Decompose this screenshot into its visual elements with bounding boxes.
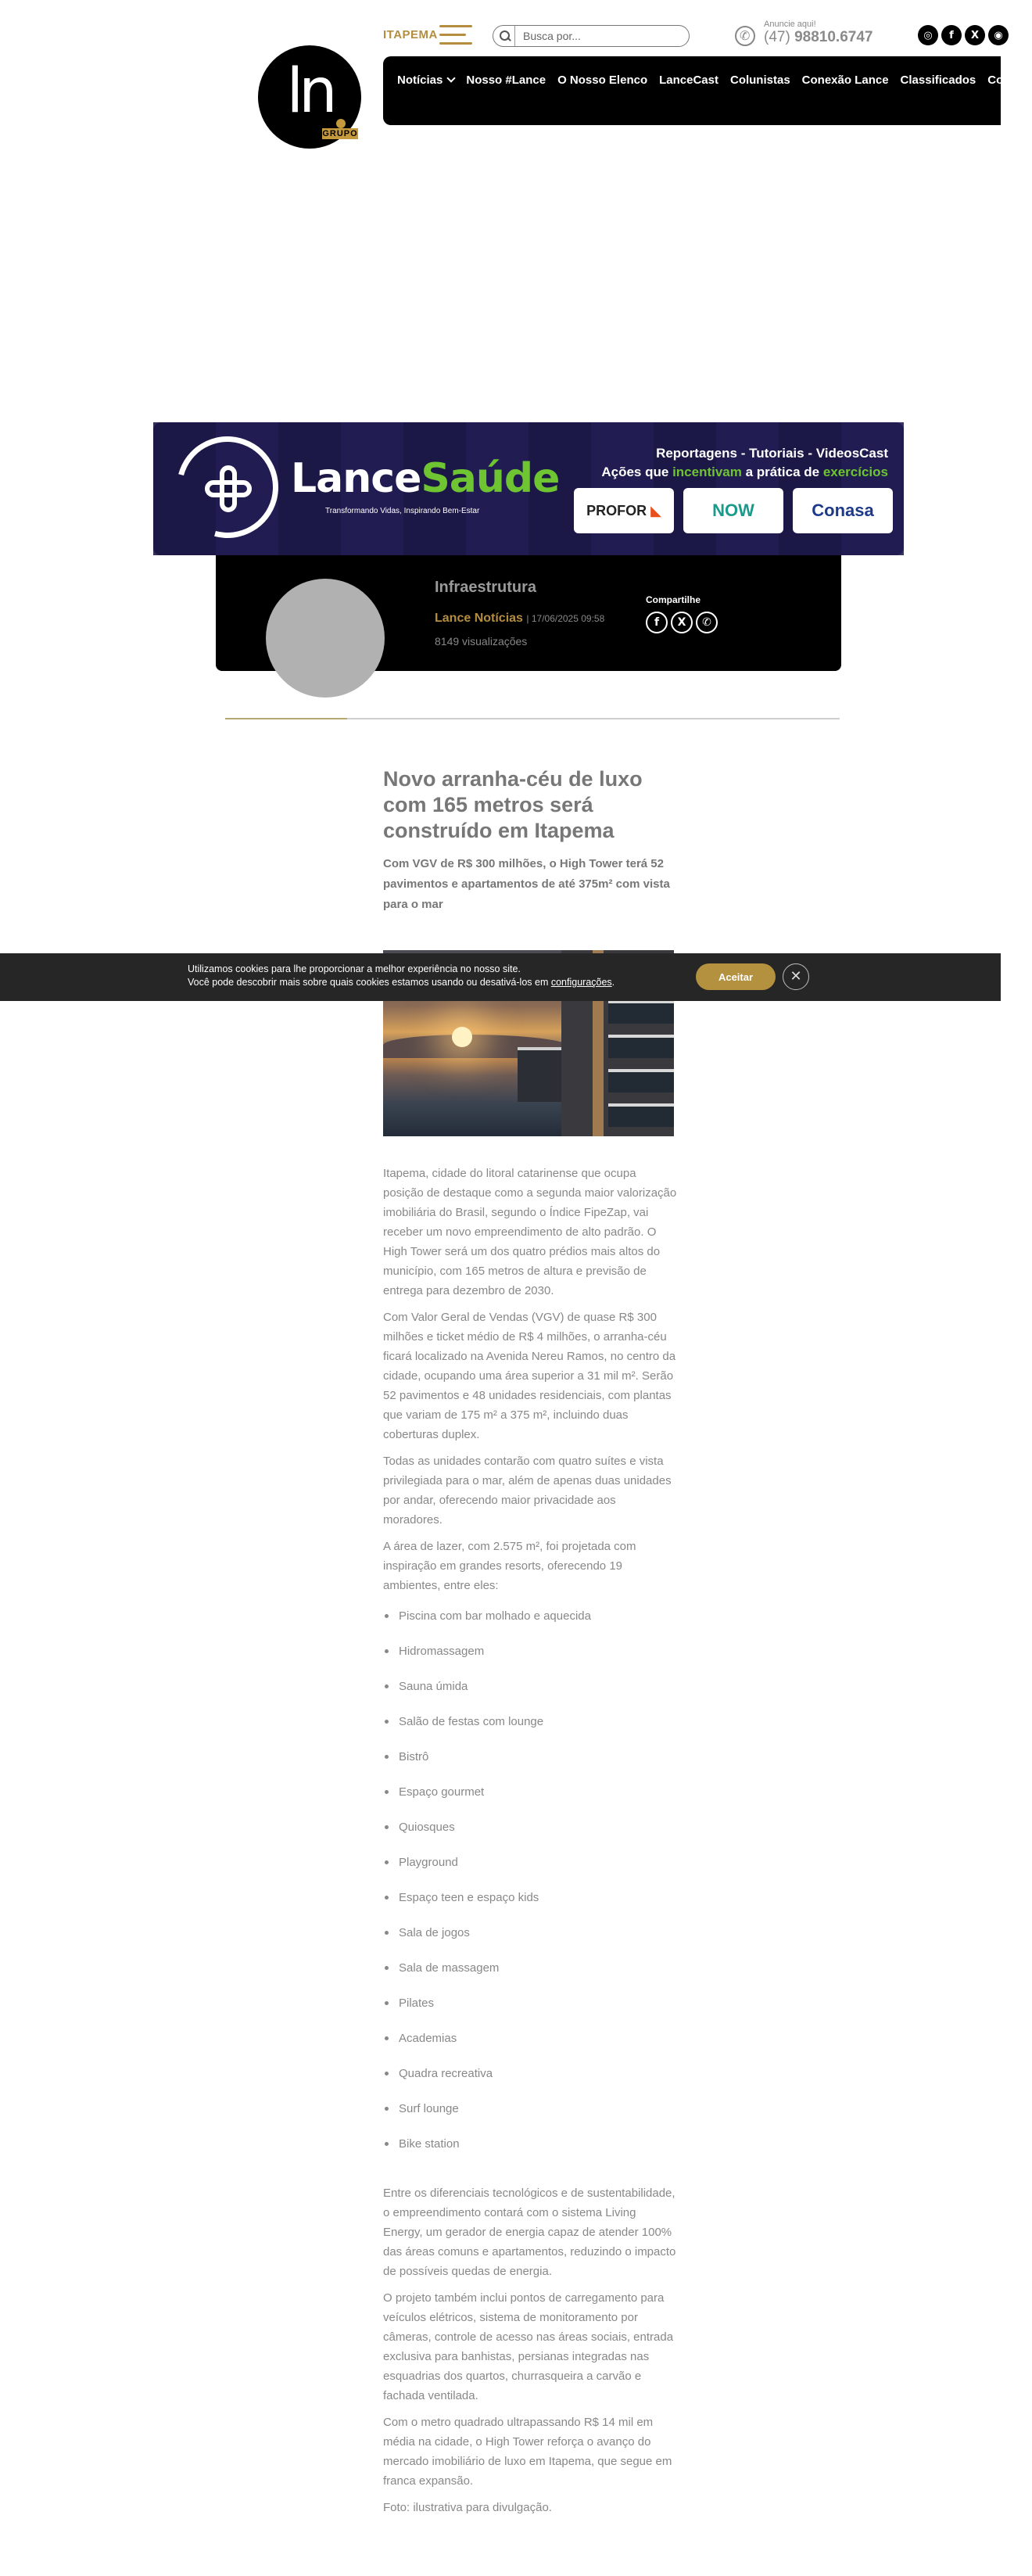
chevron-down-icon bbox=[447, 74, 456, 82]
nav-contato[interactable]: Contato bbox=[987, 73, 1032, 87]
ad-banner[interactable] bbox=[153, 422, 904, 555]
nav-nosso-elenco[interactable]: O Nosso Elenco bbox=[557, 73, 648, 87]
x-twitter-icon[interactable]: X bbox=[965, 25, 985, 45]
photo-credit: Foto: ilustrativa para divulgação. bbox=[383, 2501, 552, 2514]
list-item: Quiosques bbox=[383, 1817, 677, 1853]
section-divider bbox=[225, 718, 840, 719]
logo-badge: GRUPO bbox=[322, 129, 358, 138]
share-x-icon[interactable]: X bbox=[671, 612, 693, 633]
article-paragraph: Com o metro quadrado ultrapassando R$ 14 mil em média na cidade, o High Tower reforça o avanço do mercado imobiliário de luxo em Itapema, que segue em franca expansão. bbox=[383, 2416, 672, 2488]
article-subtitle: Com VGV de R$ 300 milhões, o High Tower terá 52 pavimentos e apartamentos de até 375m² com vista para o mar bbox=[383, 857, 670, 911]
amenities-list bbox=[383, 1606, 677, 2169]
share-buttons bbox=[646, 612, 718, 633]
facebook-icon[interactable]: f bbox=[941, 25, 962, 45]
partner-now-logo: NOW bbox=[683, 488, 783, 533]
banner-partners bbox=[574, 488, 893, 533]
logo-text: ln bbox=[286, 56, 333, 127]
list-item: Salão de festas com lounge bbox=[383, 1712, 677, 1747]
search-icon[interactable] bbox=[493, 26, 515, 46]
list-item: Academias bbox=[383, 2029, 677, 2064]
banner-brand: LanceSaúde bbox=[291, 455, 560, 502]
instagram-icon[interactable]: ◎ bbox=[918, 25, 938, 45]
nav-lancecast[interactable]: LanceCast bbox=[659, 73, 718, 87]
menu-hamburger-icon[interactable] bbox=[439, 25, 472, 47]
partner-profor-logo: PROFOR ◣ bbox=[574, 488, 674, 533]
banner-headline: Reportagens - Tutoriais - VideosCast Ações que incentivam a prática de exercícios bbox=[601, 446, 888, 479]
list-item: Espaço gourmet bbox=[383, 1782, 677, 1817]
list-item: Quadra recreativa bbox=[383, 2064, 677, 2099]
list-item: Hidromassagem bbox=[383, 1641, 677, 1677]
search-input[interactable] bbox=[515, 27, 679, 45]
social-links bbox=[918, 25, 1009, 45]
banner-tagline: Transformando Vidas, Inspirando Bem-Estar bbox=[325, 507, 480, 515]
article-body bbox=[383, 1164, 677, 2524]
share-label: Compartilhe bbox=[646, 594, 701, 605]
list-item: Piscina com bar molhado e aquecida bbox=[383, 1606, 677, 1641]
nav-conexao-lance[interactable]: Conexão Lance bbox=[801, 73, 889, 87]
main-nav bbox=[383, 56, 1032, 125]
list-item: Sala de jogos bbox=[383, 1923, 677, 1958]
phone-number[interactable]: (47) 98810.6747 bbox=[764, 29, 873, 45]
article-paragraph: Itapema, cidade do litoral catarinense que ocupa posição de destaque como a segunda maior valorização imobiliária do Brasil, segundo o Índice FipeZap, vai receber um novo empreendimento de alto padrão. O High Tower será um dos quatro prédios mais altos do município, com 165 metros de altura e previsão de entrega para dezembro de 2030. bbox=[383, 1167, 677, 1297]
close-icon[interactable]: ✕ bbox=[783, 963, 809, 990]
article-paragraph: Entre os diferenciais tecnológicos e de sustentabilidade, o empreendimento contará com o sistema Living Energy, um gerador de energia capaz de atender 100% das áreas comuns e apartamentos, reduzindo o impacto de possíveis quedas de energia. bbox=[383, 2187, 676, 2278]
author-avatar bbox=[266, 579, 385, 698]
city-label[interactable]: ITAPEMA bbox=[383, 28, 438, 41]
messenger-icon[interactable]: ◉ bbox=[988, 25, 1009, 45]
list-item: Sala de massagem bbox=[383, 1958, 677, 1993]
list-item: Bike station bbox=[383, 2134, 677, 2169]
site-logo[interactable] bbox=[258, 45, 361, 149]
list-item: Espaço teen e espaço kids bbox=[383, 1888, 677, 1923]
article-category[interactable]: Infraestrutura bbox=[435, 579, 537, 596]
logo-dot bbox=[336, 119, 346, 128]
list-item: Bistrô bbox=[383, 1747, 677, 1782]
article-paragraph: Todas as unidades contarão com quatro suítes e vista privilegiada para o mar, além de apenas duas unidades por andar, oferecendo maior privacidade aos moradores. bbox=[383, 1455, 672, 1527]
search-box bbox=[493, 25, 690, 47]
share-facebook-icon[interactable]: f bbox=[646, 612, 668, 633]
cookie-banner bbox=[0, 953, 1001, 1001]
article-title: Novo arranha-céu de luxo com 165 metros será construído em Itapema bbox=[383, 767, 643, 842]
nav-noticias[interactable]: Notícias bbox=[397, 74, 454, 87]
list-item: Pilates bbox=[383, 1993, 677, 2029]
nav-colunistas[interactable]: Colunistas bbox=[729, 73, 790, 87]
share-whatsapp-icon[interactable]: ✆ bbox=[696, 612, 718, 633]
article-paragraph: O projeto também inclui pontos de carregamento para veículos elétricos, sistema de monitoramento por câmeras, controle de acesso nas áreas sociais, entrada exclusiva para banhistas, persianas integradas nas esquadrias dos quartos, churrasqueira a carvão e fachada ventilada. bbox=[383, 2291, 674, 2402]
cookie-accept-button[interactable]: Aceitar bbox=[696, 963, 776, 990]
whatsapp-phone-icon[interactable] bbox=[735, 26, 755, 46]
list-item: Sauna úmida bbox=[383, 1677, 677, 1712]
nav-nosso-lance[interactable]: Nosso #Lance bbox=[466, 73, 546, 87]
cookie-settings-link[interactable]: configurações bbox=[550, 977, 612, 988]
cookie-text: Utilizamos cookies para lhe proporcionar a melhor experiência no nosso site. Você pode descobrir mais sobre quais cookies estamos usando ou desativá-los em configurações. bbox=[188, 963, 615, 988]
list-item: Surf lounge bbox=[383, 2099, 677, 2134]
article-paragraph: A área de lazer, com 2.575 m², foi projetada com inspiração em grandes resorts, oferecendo 19 ambientes, entre eles: bbox=[383, 1540, 636, 1592]
article-author[interactable]: Lance Notícias | 17/06/2025 09:58 bbox=[435, 612, 605, 625]
list-item: Playground bbox=[383, 1853, 677, 1888]
article-date: | 17/06/2025 09:58 bbox=[526, 613, 605, 624]
article-paragraph: Com Valor Geral de Vendas (VGV) de quase R$ 300 milhões e ticket médio de R$ 4 milhões, o arranha-céu ficará localizado na Avenida Nereu Ramos, no centro da cidade, ocupando uma área superior a 31 mil m². Serão 52 pavimentos e 48 unidades residenciais, com plantas que variam de 175 m² a 375 m², incluindo duas coberturas duplex. bbox=[383, 1311, 676, 1441]
partner-conasa-logo: Conasa bbox=[793, 488, 893, 533]
phone-label: Anuncie aqui! bbox=[764, 20, 816, 29]
nav-classificados[interactable]: Classificados bbox=[900, 73, 976, 87]
article-views: 8149 visualizações bbox=[435, 635, 528, 648]
